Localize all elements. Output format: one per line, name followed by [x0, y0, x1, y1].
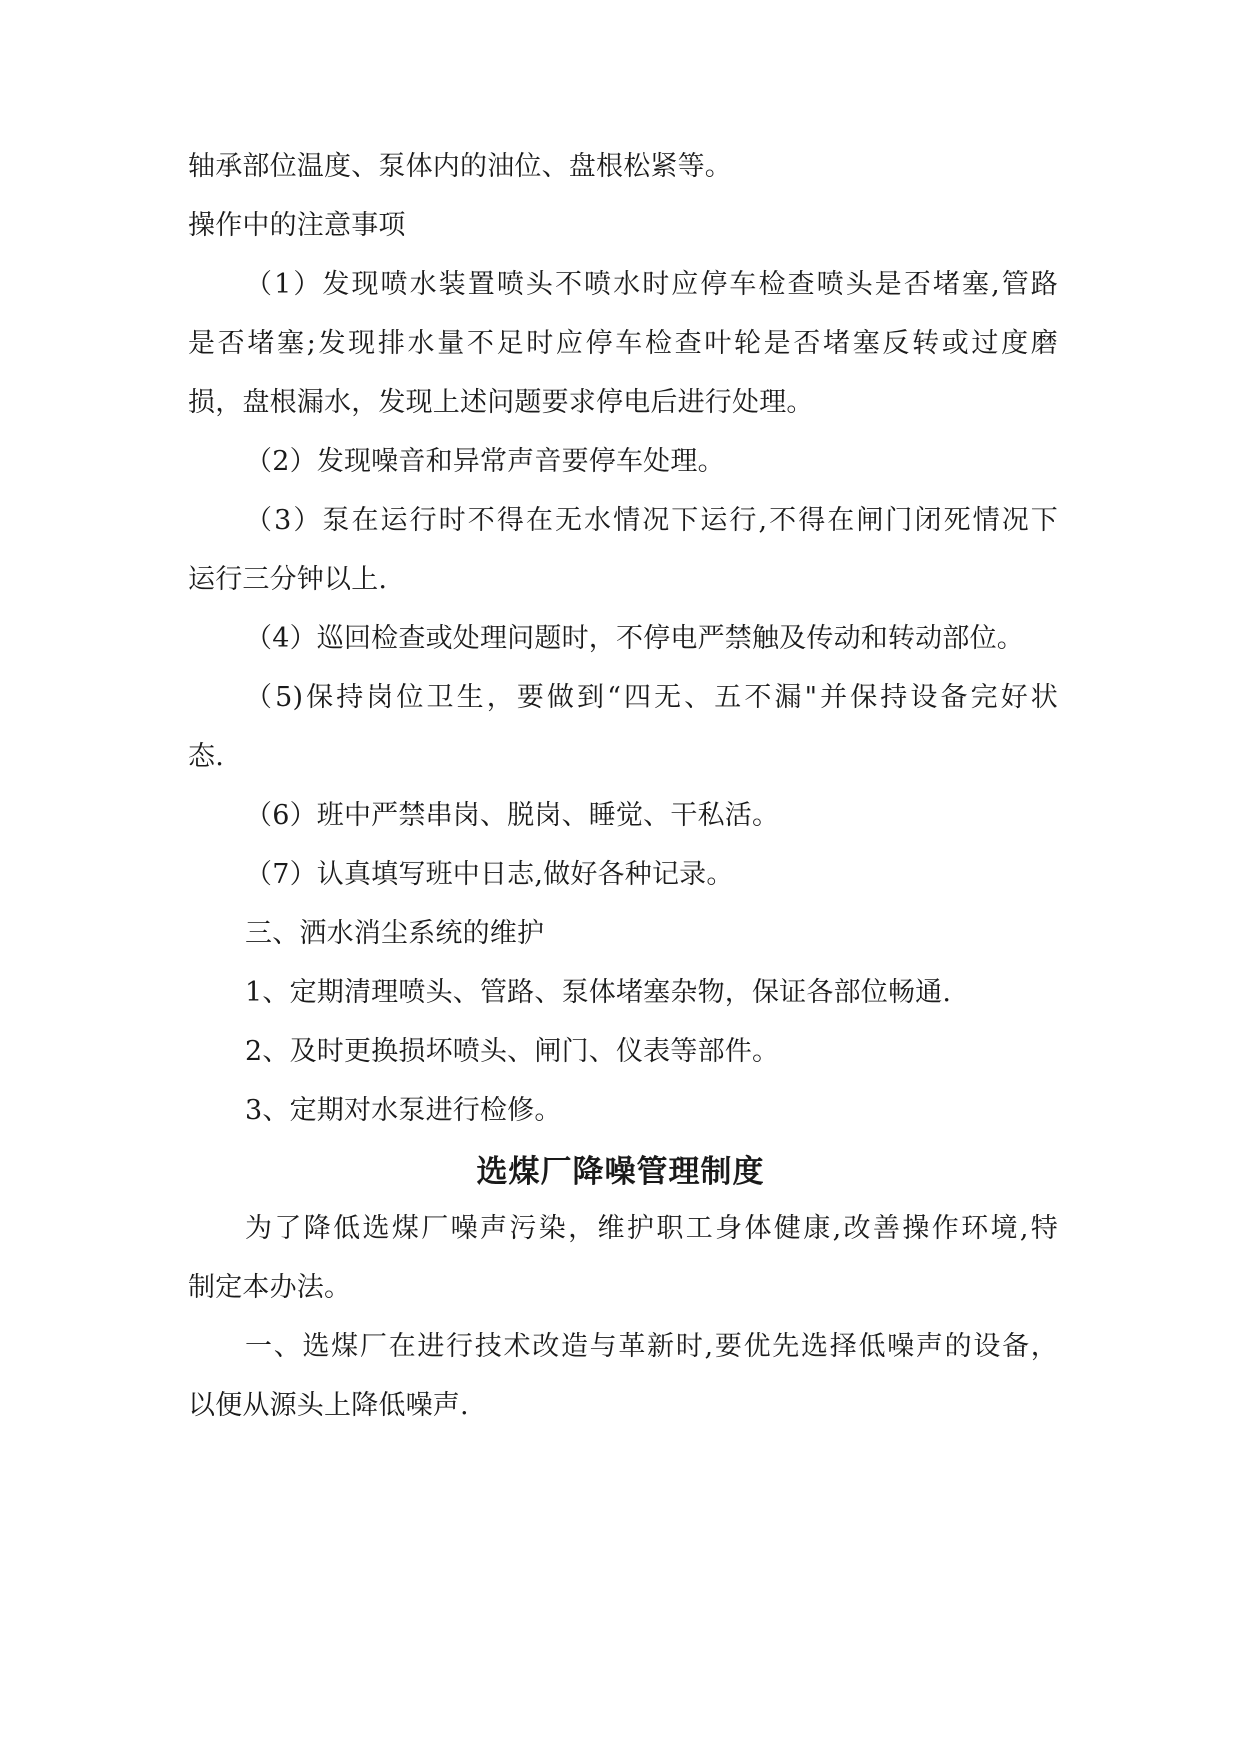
section-label: 操作中的注意事项	[188, 210, 406, 241]
text-line: 态.	[188, 741, 224, 772]
text-line: （5)保持岗位卫生，要做到“四无、五不漏"并保持设备完好状	[245, 682, 1058, 713]
text-line: （7）认真填写班中日志,做好各种记录。	[245, 859, 734, 890]
text-line: 3、定期对水泵进行检修。	[245, 1095, 562, 1126]
text-line: 1、定期清理喷头、管路、泵体堵塞杂物，保证各部位畅通.	[245, 977, 952, 1008]
text-line: （4）巡回检查或处理问题时，不停电严禁触及传动和转动部位。	[245, 623, 1024, 654]
text-line: 制定本办法。	[188, 1272, 352, 1303]
text-line: 2、及时更换损坏喷头、闸门、仪表等部件。	[245, 1036, 780, 1067]
text-line: （1）发现喷水装置喷头不喷水时应停车检查喷头是否堵塞,管路	[245, 269, 1058, 300]
text-line: 一、选煤厂在进行技术改造与革新时,要优先选择低噪声的设备，	[245, 1331, 1058, 1362]
text-line: （6）班中严禁串岗、脱岗、睡觉、干私活。	[245, 800, 780, 831]
section-heading: 选煤厂降噪管理制度	[476, 1154, 765, 1190]
text-line: 以便从源头上降低噪声.	[188, 1390, 469, 1421]
section-label: 三、洒水消尘系统的维护	[245, 918, 545, 949]
text-line: （3）泵在运行时不得在无水情况下运行,不得在闸门闭死情况下	[245, 505, 1058, 536]
text-line: 是否堵塞;发现排水量不足时应停车检查叶轮是否堵塞反转或过度磨	[188, 328, 1058, 359]
text-line: 损，盘根漏水，发现上述问题要求停电后进行处理。	[188, 387, 814, 418]
text-line: 轴承部位温度、泵体内的油位、盘根松紧等。	[188, 151, 732, 182]
text-line: 为了降低选煤厂噪声污染，维护职工身体健康,改善操作环境,特	[245, 1213, 1058, 1244]
text-line: （2）发现噪音和异常声音要停车处理。	[245, 446, 725, 477]
text-line: 运行三分钟以上.	[188, 564, 388, 595]
